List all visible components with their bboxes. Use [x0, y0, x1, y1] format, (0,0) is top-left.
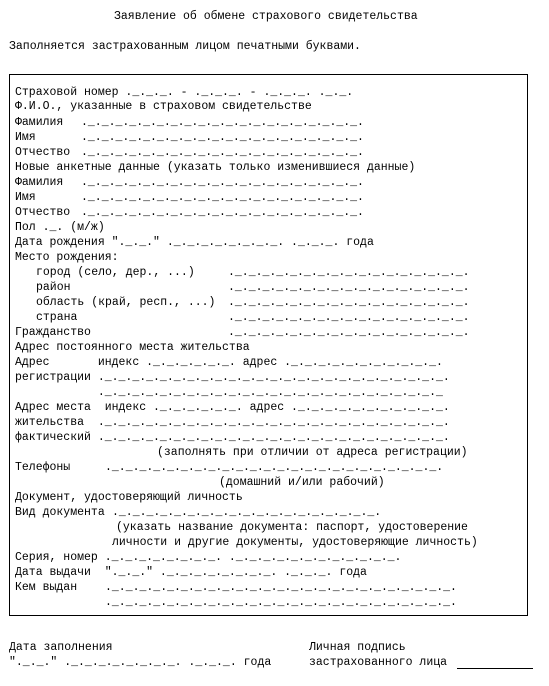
new-surname-field[interactable]: ._._._._._._._._._._._._._._._._._._._._. [81, 176, 364, 189]
birth-place-header: Место рождения: [15, 251, 119, 264]
city-label: город (село, дер., ...) [36, 266, 195, 279]
document-type-label: Вид документа [15, 506, 105, 519]
fio-header: Ф.И.О., указанные в страховом свидетельстве [15, 100, 312, 113]
actual-address-line[interactable]: жительства ._._._._._._._._._._._._._._._._._._._._._._._._._. [15, 416, 450, 429]
insurance-number-field[interactable]: Страховой номер ._._._. - ._._._. - ._._._. ._._. [15, 86, 354, 99]
actual-address-note: (заполнять при отличии от адреса регистрации) [157, 446, 468, 459]
birth-date-field[interactable]: Дата рождения "._._." ._._._._._._._._. ._._._. года [15, 236, 374, 249]
new-surname-label: Фамилия [15, 176, 64, 189]
actual-address-line[interactable]: Адрес места индекс ._._._._._._. адрес ._._._._._._._._._._._. [15, 401, 450, 414]
new-data-header: Новые анкетные данные (указать только изменившиеся данные) [15, 161, 416, 174]
permanent-address-header: Адрес постоянного места жительства [15, 341, 250, 354]
registration-address-line[interactable]: регистрации ._._._._._._._._._._._._._._._._._._._._._._._._._. [15, 371, 450, 384]
fill-date-field[interactable]: "._._." ._._._._._._._._. ._._._. года [9, 656, 272, 669]
instruction-text: Заполняется застрахованным лицом печатными буквами. [9, 40, 361, 53]
signature-label: застрахованного лица [309, 656, 448, 669]
series-number-field[interactable]: Серия, номер ._._._._._._._._. ._._._._._._._._._._._._. [15, 551, 402, 564]
document-header: Документ, удостоверяющий личность [15, 491, 243, 504]
new-patronymic-label: Отчество [15, 206, 71, 219]
district-field[interactable]: ._._._._._._._._._._._._._._._._._. [228, 281, 470, 294]
page-title: Заявление об обмене страхового свидетельства [114, 10, 418, 23]
phones-note: (домашний и/или рабочий) [219, 476, 385, 489]
name-field[interactable]: ._._._._._._._._._._._._._._._._._._._._. [81, 131, 364, 144]
city-field[interactable]: ._._._._._._._._._._._._._._._._._. [228, 266, 470, 279]
signature-label: Личная подпись [309, 641, 406, 654]
new-name-label: Имя [15, 191, 36, 204]
registration-address-line[interactable]: Адрес индекс ._._._._._._. адрес ._._._._._._._._._._._. [15, 356, 443, 369]
document-type-note: личности и другие документы, удостоверяющие личность) [112, 536, 478, 549]
phones-field[interactable]: ._._._._._._._._._._._._._._._._._._._._._._._._. [105, 461, 444, 474]
region-field[interactable]: ._._._._._._._._._._._._._._._._._. [228, 296, 470, 309]
issue-date-field[interactable]: Дата выдачи "._._." ._._._._._._._._. ._._._. года [15, 566, 367, 579]
registration-address-line[interactable]: ._._._._._._._._._._._._._._._._._._._._._._._._._ [15, 386, 443, 399]
issued-by-label: Кем выдан [15, 581, 78, 594]
patronymic-label: Отчество [15, 146, 71, 159]
issued-by-field[interactable]: ._._._._._._._._._._._._._._._._._._._._._._._._._. [105, 581, 457, 594]
name-label: Имя [15, 131, 36, 144]
patronymic-field[interactable]: ._._._._._._._._._._._._._._._._._._._._. [81, 146, 364, 159]
district-label: район [36, 281, 71, 294]
document-type-note: (указать название документа: паспорт, удостоверение [116, 521, 468, 534]
actual-address-line[interactable]: фактический ._._._._._._._._._._._._._._._._._._._._._._._._._. [15, 431, 450, 444]
citizenship-field[interactable]: ._._._._._._._._._._._._._._._._._. [228, 326, 470, 339]
new-name-field[interactable]: ._._._._._._._._._._._._._._._._._._._._. [81, 191, 364, 204]
surname-field[interactable]: ._._._._._._._._._._._._._._._._._._._._. [81, 116, 364, 129]
country-label: страна [36, 311, 78, 324]
sex-field[interactable]: Пол ._. (м/ж) [15, 221, 105, 234]
signature-line[interactable] [457, 667, 533, 669]
phones-label: Телефоны [15, 461, 71, 474]
country-field[interactable]: ._._._._._._._._._._._._._._._._._. [228, 311, 470, 324]
document-type-field[interactable]: ._._._._._._._._._._._._._._._._._._._. [112, 506, 382, 519]
new-patronymic-field[interactable]: ._._._._._._._._._._._._._._._._._._._._. [81, 206, 364, 219]
region-label: область (край, респ., ...) [36, 296, 216, 309]
surname-label: Фамилия [15, 116, 64, 129]
fill-date-label: Дата заполнения [9, 641, 113, 654]
citizenship-label: Гражданство [15, 326, 91, 339]
issued-by-field[interactable]: ._._._._._._._._._._._._._._._._._._._._._._._._._. [105, 596, 457, 609]
